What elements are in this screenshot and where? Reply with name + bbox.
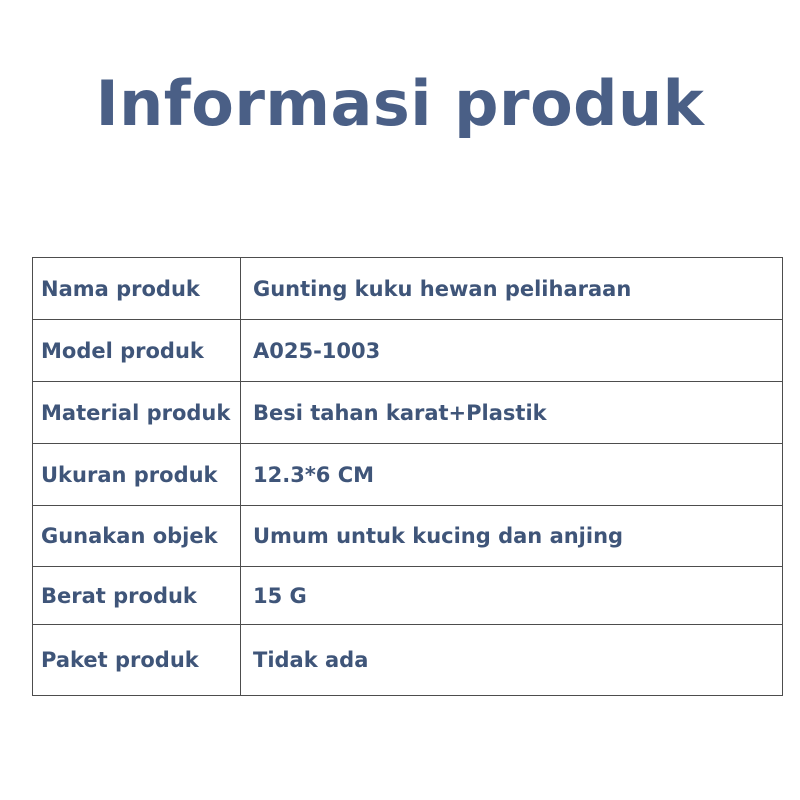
row-label: Model produk [33,320,241,382]
table-row [33,444,783,506]
table-row [33,567,783,625]
row-label: Gunakan objek [33,506,241,567]
row-label: Ukuran produk [33,444,241,506]
table-row [33,382,783,444]
table-row [33,625,783,696]
row-value: A025-1003 [241,320,783,382]
row-label: Paket produk [33,625,241,696]
table-row [33,320,783,382]
row-value: Tidak ada [241,625,783,696]
table-row [33,506,783,567]
row-label: Material produk [33,382,241,444]
table-row [33,258,783,320]
row-value: Gunting kuku hewan peliharaan [241,258,783,320]
row-value: Umum untuk kucing dan anjing [241,506,783,567]
row-value: 15 G [241,567,783,625]
product-info-table [32,257,783,696]
row-value: 12.3*6 CM [241,444,783,506]
row-label: Nama produk [33,258,241,320]
row-label: Berat produk [33,567,241,625]
row-value: Besi tahan karat+Plastik [241,382,783,444]
page-title: Informasi produk [95,67,705,140]
